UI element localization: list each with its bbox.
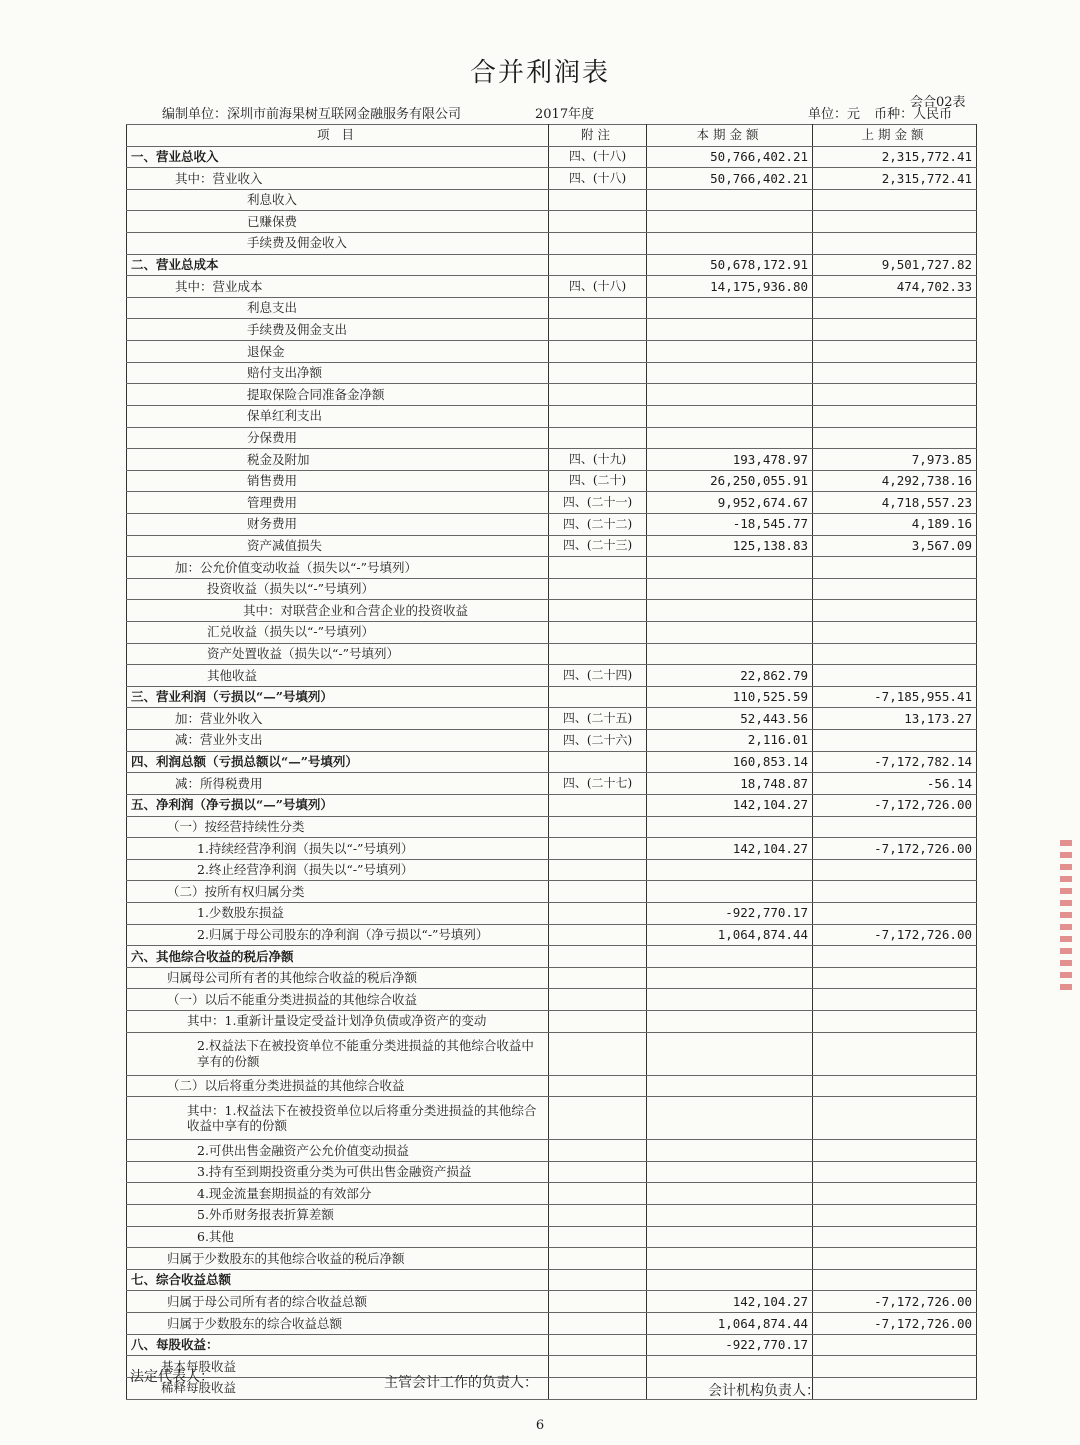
row-item-label: 一、营业总收入: [127, 146, 549, 168]
row-item-label: 稀释每股收益: [127, 1377, 549, 1399]
table-row: [127, 794, 977, 816]
row-note: [549, 600, 647, 622]
table-row: [127, 297, 977, 319]
row-prior-amount: [813, 233, 977, 255]
row-item-label: 减：营业外支出: [127, 730, 549, 752]
row-item-label: 5.外币财务报表折算差额: [127, 1205, 549, 1227]
row-item-label: 2.权益法下在被投资单位不能重分类进损益的其他综合收益中享有的份额: [127, 1032, 549, 1075]
row-current-amount: 1,064,874.44: [647, 1313, 813, 1335]
row-prior-amount: 2,315,772.41: [813, 146, 977, 168]
row-note: [549, 1377, 647, 1399]
table-row: [127, 622, 977, 644]
table-row: [127, 362, 977, 384]
income-statement-table: [126, 124, 977, 1400]
row-prior-amount: [813, 1097, 977, 1140]
row-current-amount: 18,748.87: [647, 773, 813, 795]
row-note: [549, 751, 647, 773]
row-item-label: 基本每股收益: [127, 1356, 549, 1378]
row-prior-amount: 7,973.85: [813, 449, 977, 471]
row-current-amount: [647, 211, 813, 233]
table-row: [127, 211, 977, 233]
row-item-label: 3.持有至到期投资重分类为可供出售金融资产损益: [127, 1161, 549, 1183]
row-note: [549, 1269, 647, 1291]
row-current-amount: 110,525.59: [647, 686, 813, 708]
row-note: 四、(二十二): [549, 513, 647, 535]
row-item-label: 2.可供出售金融资产公允价值变动损益: [127, 1140, 549, 1162]
table-row: [127, 470, 977, 492]
row-note: [549, 319, 647, 341]
row-note: [549, 816, 647, 838]
row-item-label: 提取保险合同准备金净额: [127, 384, 549, 406]
row-item-label: 资产减值损失: [127, 535, 549, 557]
row-item-label: 其中：营业收入: [127, 168, 549, 190]
row-item-label: 已赚保费: [127, 211, 549, 233]
row-note: [549, 686, 647, 708]
row-note: [549, 254, 647, 276]
row-prior-amount: -7,172,726.00: [813, 794, 977, 816]
row-current-amount: -922,770.17: [647, 1334, 813, 1356]
row-note: [549, 405, 647, 427]
row-prior-amount: [813, 989, 977, 1011]
row-prior-amount: 13,173.27: [813, 708, 977, 730]
table-row: [127, 341, 977, 363]
seal-stamp-edge: [1060, 840, 1072, 990]
row-prior-amount: [813, 578, 977, 600]
row-prior-amount: [813, 967, 977, 989]
row-note: 四、(二十四): [549, 665, 647, 687]
row-prior-amount: -7,172,726.00: [813, 838, 977, 860]
row-item-label: 归属于少数股东的综合收益总额: [127, 1313, 549, 1335]
legal-representative-label: 法定代表人：: [130, 1369, 214, 1385]
entity-name: 编制单位：深圳市前海果树互联网金融服务有限公司: [162, 107, 462, 122]
unit-currency: [808, 103, 962, 122]
row-note: 四、(十八): [549, 168, 647, 190]
row-current-amount: 26,250,055.91: [647, 470, 813, 492]
page-title: 合并利润表: [469, 58, 610, 88]
row-note: [549, 1183, 647, 1205]
row-item-label: （二）按所有权归属分类: [127, 881, 549, 903]
row-current-amount: [647, 189, 813, 211]
table-row: [127, 1075, 977, 1097]
row-item-label: 销售费用: [127, 470, 549, 492]
table-row: [127, 730, 977, 752]
row-prior-amount: [813, 1140, 977, 1162]
row-current-amount: [647, 362, 813, 384]
row-current-amount: 142,104.27: [647, 794, 813, 816]
row-prior-amount: 9,501,727.82: [813, 254, 977, 276]
row-current-amount: 22,862.79: [647, 665, 813, 687]
row-current-amount: 9,952,674.67: [647, 492, 813, 514]
table-row: [127, 276, 977, 298]
row-note: 四、(十九): [549, 449, 647, 471]
row-item-label: （一）以后不能重分类进损益的其他综合收益: [127, 989, 549, 1011]
row-item-label: 其他收益: [127, 665, 549, 687]
row-prior-amount: [813, 643, 977, 665]
row-prior-amount: [813, 297, 977, 319]
col-header-prior: 上期金额: [813, 125, 977, 147]
row-prior-amount: [813, 189, 977, 211]
row-note: [549, 362, 647, 384]
table-row: [127, 902, 977, 924]
row-current-amount: [647, 816, 813, 838]
row-note: [549, 1291, 647, 1313]
row-current-amount: [647, 600, 813, 622]
row-note: [549, 1226, 647, 1248]
row-current-amount: [647, 1140, 813, 1162]
row-current-amount: [647, 384, 813, 406]
row-current-amount: [647, 319, 813, 341]
row-note: [549, 384, 647, 406]
row-prior-amount: [813, 946, 977, 968]
row-prior-amount: [813, 1356, 977, 1378]
row-item-label: 归属于母公司所有者的综合收益总额: [127, 1291, 549, 1313]
row-current-amount: 52,443.56: [647, 708, 813, 730]
table-row: [127, 1205, 977, 1227]
row-item-label: 财务费用: [127, 513, 549, 535]
row-note: [549, 902, 647, 924]
row-item-label: 其中：1.重新计量设定受益计划净负债或净资产的变动: [127, 1010, 549, 1032]
row-item-label: 赔付支出净额: [127, 362, 549, 384]
row-note: [549, 1075, 647, 1097]
currency-label: 币种：人民币: [874, 107, 953, 122]
row-prior-amount: [813, 600, 977, 622]
table-row: [127, 924, 977, 946]
table-row: [127, 384, 977, 406]
row-current-amount: [647, 1205, 813, 1227]
row-current-amount: [647, 405, 813, 427]
table-row: [127, 838, 977, 860]
row-current-amount: 2,116.01: [647, 730, 813, 752]
row-prior-amount: [813, 1161, 977, 1183]
table-row: [127, 708, 977, 730]
row-note: [549, 967, 647, 989]
row-note: [549, 578, 647, 600]
row-item-label: 加：公允价值变动收益（损失以“-”号填列）: [127, 557, 549, 579]
row-prior-amount: -7,172,726.00: [813, 1291, 977, 1313]
table-row: [127, 600, 977, 622]
row-current-amount: 1,064,874.44: [647, 924, 813, 946]
row-current-amount: [647, 557, 813, 579]
row-current-amount: [647, 1032, 813, 1075]
row-item-label: 手续费及佣金收入: [127, 233, 549, 255]
table-row: [127, 557, 977, 579]
row-current-amount: 50,678,172.91: [647, 254, 813, 276]
row-item-label: 分保费用: [127, 427, 549, 449]
row-current-amount: [647, 622, 813, 644]
table-row: [127, 946, 977, 968]
table-row: [127, 319, 977, 341]
accounting-head-label: 主管会计工作的负责人：: [384, 1375, 538, 1391]
table-row: [127, 989, 977, 1011]
row-current-amount: 50,766,402.21: [647, 146, 813, 168]
page-number: 6: [535, 1418, 545, 1433]
row-item-label: 退保金: [127, 341, 549, 363]
table-row: [127, 449, 977, 471]
table-row: [127, 1183, 977, 1205]
row-note: [549, 881, 647, 903]
row-current-amount: [647, 1226, 813, 1248]
row-note: [549, 1161, 647, 1183]
row-prior-amount: -7,172,726.00: [813, 924, 977, 946]
row-prior-amount: 2,315,772.41: [813, 168, 977, 190]
row-item-label: 利息收入: [127, 189, 549, 211]
row-current-amount: [647, 989, 813, 1011]
row-item-label: 手续费及佣金支出: [127, 319, 549, 341]
row-prior-amount: [813, 362, 977, 384]
row-item-label: 五、净利润（净亏损以“—”号填列）: [127, 794, 549, 816]
row-current-amount: 193,478.97: [647, 449, 813, 471]
row-note: [549, 233, 647, 255]
table-row: [127, 168, 977, 190]
table-row: [127, 492, 977, 514]
row-current-amount: [647, 1183, 813, 1205]
row-item-label: 汇兑收益（损失以“-”号填列）: [127, 622, 549, 644]
table-row: [127, 1226, 977, 1248]
row-item-label: 税金及附加: [127, 449, 549, 471]
table-row: [127, 686, 977, 708]
row-current-amount: [647, 1161, 813, 1183]
row-note: [549, 297, 647, 319]
row-note: [549, 1356, 647, 1378]
row-item-label: （一）按经营持续性分类: [127, 816, 549, 838]
row-current-amount: 14,175,936.80: [647, 276, 813, 298]
table-row: [127, 1032, 977, 1075]
table-row: [127, 405, 977, 427]
row-note: [549, 427, 647, 449]
row-item-label: 管理费用: [127, 492, 549, 514]
unit-label: 单位：元: [808, 107, 861, 122]
table-row: [127, 967, 977, 989]
row-note: 四、(十八): [549, 276, 647, 298]
row-current-amount: [647, 881, 813, 903]
row-current-amount: [647, 233, 813, 255]
row-item-label: 七、综合收益总额: [127, 1269, 549, 1291]
row-prior-amount: [813, 665, 977, 687]
row-note: [549, 989, 647, 1011]
row-note: [549, 1010, 647, 1032]
table-row: [127, 427, 977, 449]
row-prior-amount: 4,292,738.16: [813, 470, 977, 492]
row-note: [549, 1032, 647, 1075]
row-item-label: 减：所得税费用: [127, 773, 549, 795]
row-prior-amount: [813, 1010, 977, 1032]
table-row: [127, 1313, 977, 1335]
row-prior-amount: [813, 319, 977, 341]
row-item-label: 2.归属于母公司股东的净利润（净亏损以“-”号填列）: [127, 924, 549, 946]
row-prior-amount: 3,567.09: [813, 535, 977, 557]
row-note: [549, 1248, 647, 1270]
row-note: [549, 838, 647, 860]
row-current-amount: [647, 578, 813, 600]
table-header-row: [127, 125, 977, 147]
table-row: [127, 1334, 977, 1356]
row-current-amount: [647, 1248, 813, 1270]
col-header-item: 项 目: [127, 125, 549, 147]
row-note: [549, 341, 647, 363]
row-prior-amount: [813, 405, 977, 427]
row-current-amount: 125,138.83: [647, 535, 813, 557]
row-current-amount: [647, 341, 813, 363]
row-item-label: 其中：营业成本: [127, 276, 549, 298]
row-prior-amount: [813, 427, 977, 449]
row-item-label: 其中：对联营企业和合营企业的投资收益: [127, 600, 549, 622]
row-note: [549, 1313, 647, 1335]
row-prior-amount: [813, 1334, 977, 1356]
row-current-amount: [647, 297, 813, 319]
row-item-label: 归属母公司所有者的其他综合收益的税后净额: [127, 967, 549, 989]
row-note: [549, 946, 647, 968]
table-row: [127, 578, 977, 600]
row-current-amount: [647, 1356, 813, 1378]
row-prior-amount: [813, 1183, 977, 1205]
row-note: 四、(二十七): [549, 773, 647, 795]
row-note: [549, 859, 647, 881]
row-current-amount: [647, 643, 813, 665]
row-note: [549, 924, 647, 946]
row-note: 四、(二十一): [549, 492, 647, 514]
form-number: 会合02表: [910, 95, 966, 110]
row-prior-amount: [813, 1248, 977, 1270]
table-row: [127, 1269, 977, 1291]
row-note: [549, 557, 647, 579]
row-prior-amount: [813, 1269, 977, 1291]
row-item-label: 二、营业总成本: [127, 254, 549, 276]
row-note: [549, 1205, 647, 1227]
row-note: [549, 1140, 647, 1162]
row-note: 四、(十八): [549, 146, 647, 168]
row-prior-amount: 4,189.16: [813, 513, 977, 535]
row-prior-amount: [813, 341, 977, 363]
table-row: [127, 535, 977, 557]
table-row: [127, 1377, 977, 1399]
table-row: [127, 773, 977, 795]
table-row: [127, 233, 977, 255]
row-current-amount: 142,104.27: [647, 1291, 813, 1313]
report-year: 2017年度: [535, 107, 595, 122]
table-row: [127, 751, 977, 773]
table-row: [127, 189, 977, 211]
row-prior-amount: -56.14: [813, 773, 977, 795]
row-prior-amount: [813, 902, 977, 924]
table-row: [127, 1140, 977, 1162]
row-note: [549, 211, 647, 233]
row-current-amount: [647, 427, 813, 449]
row-note: [549, 643, 647, 665]
row-item-label: 八、每股收益：: [127, 1334, 549, 1356]
row-prior-amount: [813, 1377, 977, 1399]
table-row: [127, 859, 977, 881]
row-note: [549, 1334, 647, 1356]
table-row: [127, 1356, 977, 1378]
row-prior-amount: [813, 211, 977, 233]
row-prior-amount: 474,702.33: [813, 276, 977, 298]
row-prior-amount: -7,172,726.00: [813, 1313, 977, 1335]
row-item-label: 归属于少数股东的其他综合收益的税后净额: [127, 1248, 549, 1270]
row-prior-amount: [813, 816, 977, 838]
row-item-label: 四、利润总额（亏损总额以“—”号填列）: [127, 751, 549, 773]
row-item-label: 其中：1.权益法下在被投资单位以后将重分类进损益的其他综合收益中享有的份额: [127, 1097, 549, 1140]
row-note: 四、(二十五): [549, 708, 647, 730]
table-row: [127, 254, 977, 276]
row-item-label: 三、营业利润（亏损以“—”号填列）: [127, 686, 549, 708]
row-current-amount: -922,770.17: [647, 902, 813, 924]
row-current-amount: [647, 1075, 813, 1097]
row-item-label: 加：营业外收入: [127, 708, 549, 730]
row-item-label: 4.现金流量套期损益的有效部分: [127, 1183, 549, 1205]
table-row: [127, 1248, 977, 1270]
row-prior-amount: [813, 557, 977, 579]
row-note: [549, 189, 647, 211]
row-item-label: 保单红利支出: [127, 405, 549, 427]
row-current-amount: [647, 1097, 813, 1140]
row-prior-amount: [813, 1205, 977, 1227]
table-row: [127, 146, 977, 168]
table-row: [127, 513, 977, 535]
table-row: [127, 1161, 977, 1183]
row-note: [549, 1097, 647, 1140]
table-row: [127, 1097, 977, 1140]
row-note: 四、(二十六): [549, 730, 647, 752]
row-item-label: 六、其他综合收益的税后净额: [127, 946, 549, 968]
row-current-amount: 142,104.27: [647, 838, 813, 860]
table-row: [127, 643, 977, 665]
row-current-amount: [647, 967, 813, 989]
row-item-label: 资产处置收益（损失以“-”号填列）: [127, 643, 549, 665]
row-current-amount: 160,853.14: [647, 751, 813, 773]
row-prior-amount: [813, 384, 977, 406]
row-item-label: 1.持续经营净利润（损失以“-”号填列）: [127, 838, 549, 860]
row-item-label: 2.终止经营净利润（损失以“-”号填列）: [127, 859, 549, 881]
table-row: [127, 1291, 977, 1313]
row-current-amount: [647, 946, 813, 968]
col-header-current: 本期金额: [647, 125, 813, 147]
row-note: [549, 794, 647, 816]
row-prior-amount: [813, 730, 977, 752]
row-note: [549, 622, 647, 644]
table-row: [127, 881, 977, 903]
accounting-dept-head-label: 会计机构负责人：: [708, 1383, 820, 1399]
row-prior-amount: [813, 881, 977, 903]
col-header-note: 附注: [549, 125, 647, 147]
row-current-amount: [647, 1010, 813, 1032]
row-prior-amount: [813, 859, 977, 881]
row-item-label: 1.少数股东损益: [127, 902, 549, 924]
row-note: 四、(二十): [549, 470, 647, 492]
row-prior-amount: 4,718,557.23: [813, 492, 977, 514]
table-row: [127, 1010, 977, 1032]
row-note: 四、(二十三): [549, 535, 647, 557]
row-prior-amount: [813, 1226, 977, 1248]
row-prior-amount: -7,185,955.41: [813, 686, 977, 708]
table-row: [127, 665, 977, 687]
row-prior-amount: [813, 1032, 977, 1075]
row-prior-amount: [813, 1075, 977, 1097]
row-current-amount: -18,545.77: [647, 513, 813, 535]
row-item-label: 6.其他: [127, 1226, 549, 1248]
row-prior-amount: -7,172,782.14: [813, 751, 977, 773]
row-item-label: 投资收益（损失以“-”号填列）: [127, 578, 549, 600]
row-current-amount: [647, 859, 813, 881]
row-item-label: （二）以后将重分类进损益的其他综合收益: [127, 1075, 549, 1097]
row-item-label: 利息支出: [127, 297, 549, 319]
table-row: [127, 816, 977, 838]
row-current-amount: 50,766,402.21: [647, 168, 813, 190]
row-current-amount: [647, 1269, 813, 1291]
row-prior-amount: [813, 622, 977, 644]
